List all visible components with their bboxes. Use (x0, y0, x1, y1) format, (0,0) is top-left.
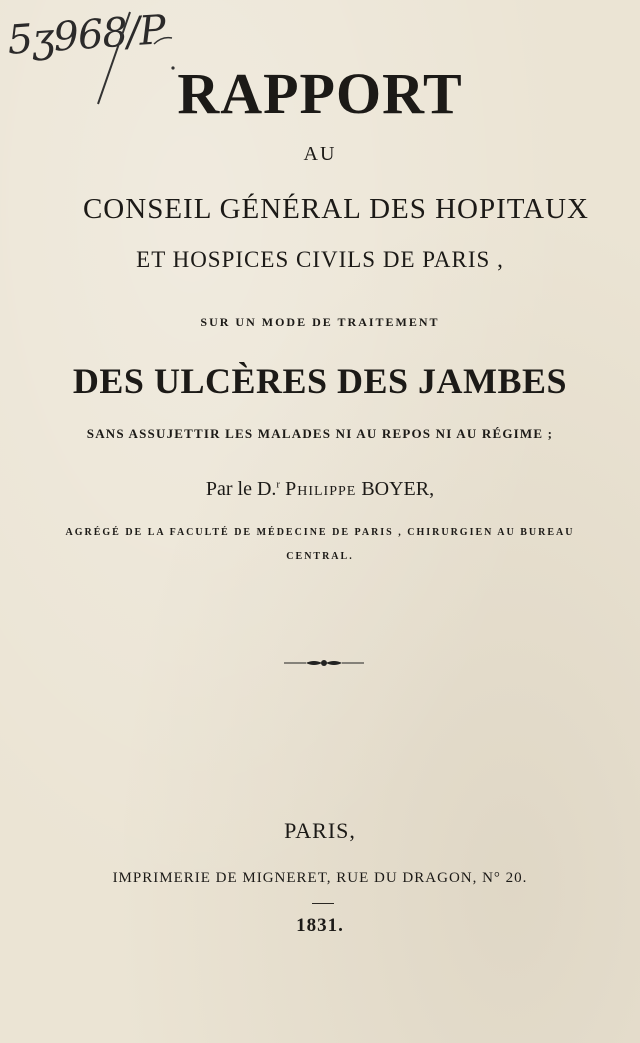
subtitle-au: AU (303, 143, 337, 165)
author-lastname: BOYER, (361, 478, 435, 500)
title-line-conseil: CONSEIL GÉNÉRAL DES HOPITAUX (82, 193, 590, 225)
imprint-year: 1831. (296, 915, 344, 936)
author-prefix: Par le D. (205, 478, 277, 500)
document-title: RAPPORT (177, 61, 463, 126)
imprint-printer: IMPRIMERIE DE MIGNERET, RUE DU DRAGON, N° 20. (112, 870, 528, 886)
author-line (0, 478, 640, 501)
author-prefix-sup: r (276, 478, 281, 491)
affiliation-line-2: CENTRAL. (286, 551, 354, 562)
shelfmark-text: 5ʒ968/P (6, 6, 167, 64)
imprint-city: PARIS, (284, 818, 356, 843)
affiliation-line-1: AGRÉGÉ DE LA FACULTÉ DE MÉDECINE DE PARIS , CHIRURGIEN AU BUREAU (65, 527, 575, 538)
title-line-sans: SANS ASSUJETTIR LES MALADES NI AU REPOS NI AU RÉGIME ; (86, 426, 554, 441)
imprint-divider (312, 903, 334, 904)
title-line-ulceres: DES ULCÈRES DES JAMBES (72, 361, 568, 401)
ornament-rule (284, 658, 364, 668)
title-line-hospices: ET HOSPICES CIVILS DE PARIS , (136, 247, 504, 272)
title-line-mode: SUR UN MODE DE TRAITEMENT (200, 315, 440, 329)
author-firstname: Philippe (285, 478, 357, 500)
